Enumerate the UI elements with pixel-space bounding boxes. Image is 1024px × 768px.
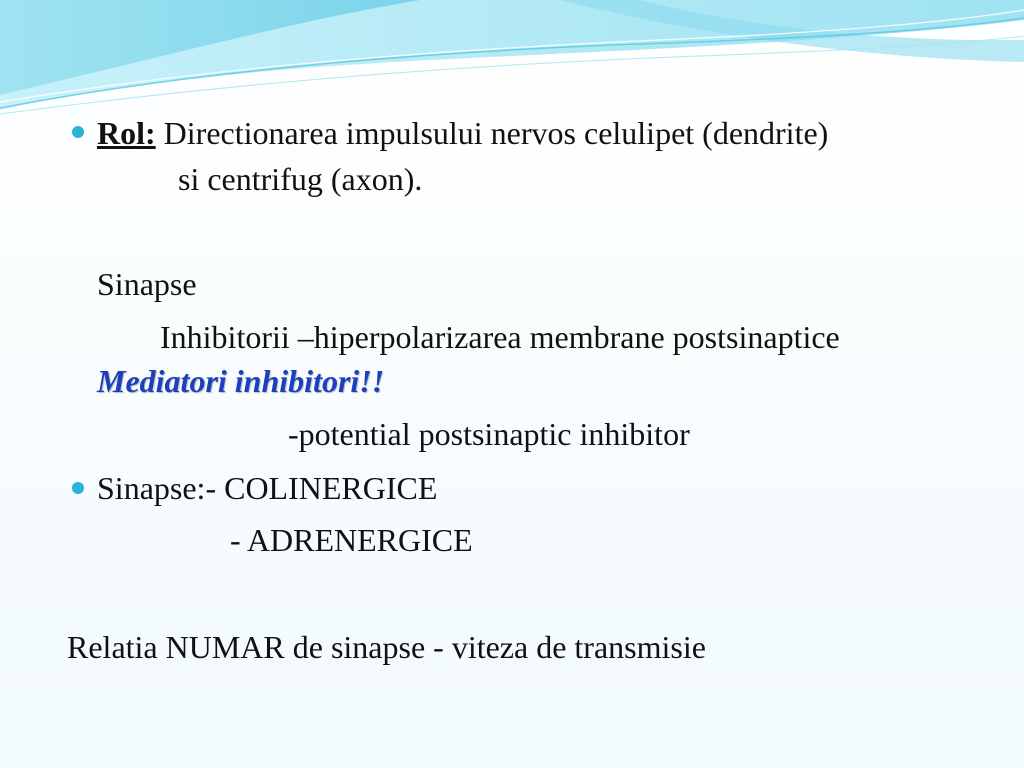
relatia-line: Relatia NUMAR de sinapse - viteza de transmisie: [67, 629, 706, 665]
potential-line: -potential postsinaptic inhibitor: [288, 416, 690, 452]
inhibitorii-line: Inhibitorii –hiperpolarizarea membrane postsinaptice: [160, 319, 840, 355]
bullet-dot: [72, 126, 84, 138]
bullet1-line1: [97, 114, 828, 152]
decorative-wave-header: [0, 0, 1024, 120]
mediatori-emphasis: Mediatori inhibitori!!: [97, 363, 385, 399]
sinapse-types-line2: - ADRENERGICE: [230, 522, 473, 558]
sinapse-heading: Sinapse: [97, 266, 197, 302]
bullet-dot: [72, 482, 84, 494]
rol-text-line1: Directionarea impulsului nervos celulipet (dendrite): [163, 115, 829, 151]
sinapse-types-line1: Sinapse:- COLINERGICE: [97, 470, 438, 506]
rol-label: Rol:: [97, 115, 156, 151]
rol-text-line2: si centrifug (axon).: [178, 161, 423, 197]
